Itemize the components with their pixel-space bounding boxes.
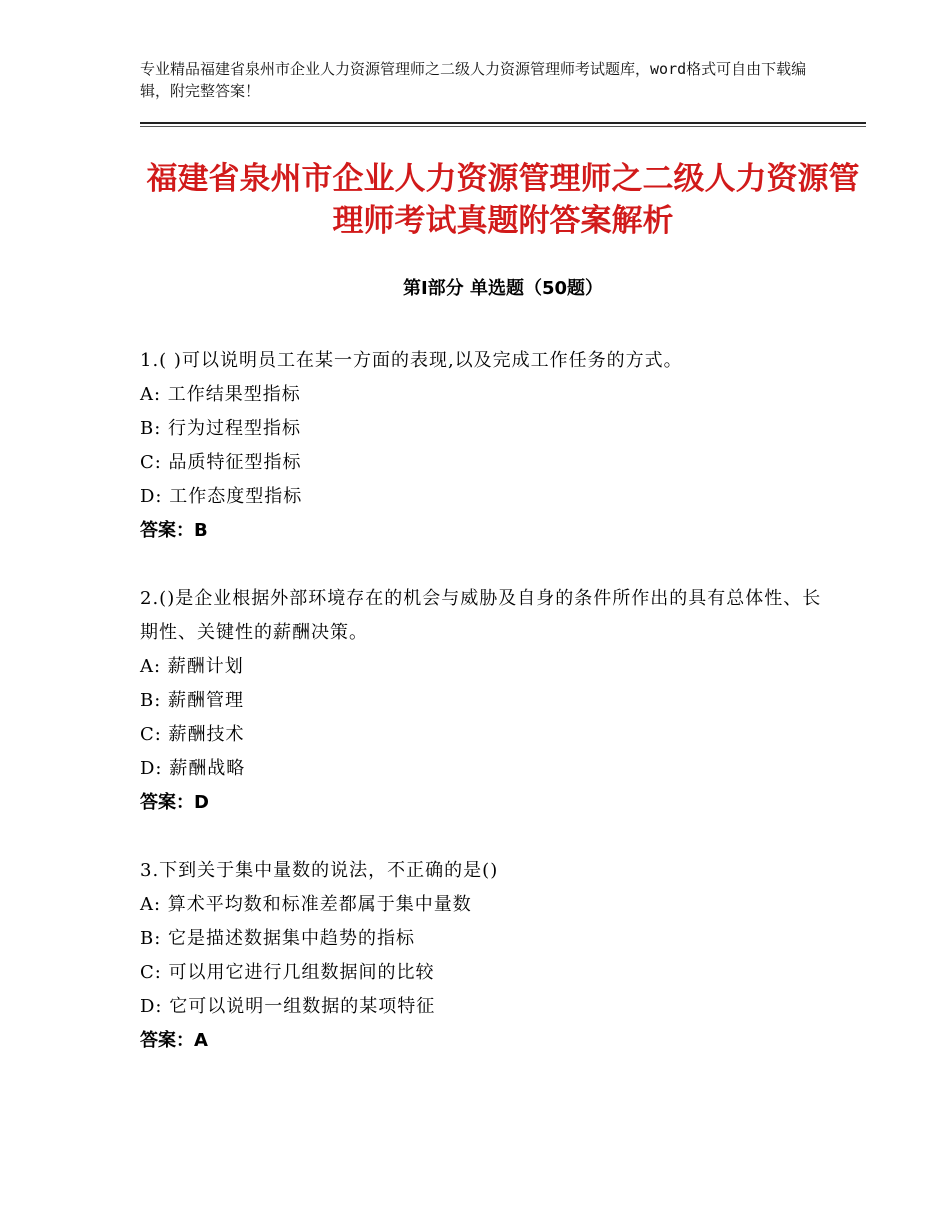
answer-label: 答案：A: [140, 1030, 208, 1051]
option-d: D: 工作态度型指标: [140, 486, 303, 507]
header-rule-thin: [140, 126, 866, 127]
option-b: B: 它是描述数据集中趋势的指标: [140, 928, 416, 949]
header-rule-thick: [140, 122, 866, 124]
question-1: [140, 344, 830, 548]
answer-label: 答案：D: [140, 792, 209, 813]
question-list: [140, 344, 830, 1092]
document-title: 福建省泉州市企业人力资源管理师之二级人力资源管理师考试真题附答案解析: [146, 161, 860, 239]
option-a: A: 算术平均数和标准差都属于集中量数: [140, 894, 472, 915]
question-text: 1.( )可以说明员工在某一方面的表现,以及完成工作任务的方式。: [140, 350, 683, 371]
option-a: A: 工作结果型指标: [140, 384, 301, 405]
question-2: [140, 582, 830, 820]
question-text: 2.()是企业根据外部环境存在的机会与威胁及自身的条件所作出的具有总体性、长期性、关键性的薪酬决策。: [140, 588, 822, 643]
question-text: 3.下到关于集中量数的说法，不正确的是(): [140, 860, 499, 881]
option-d: D: 它可以说明一组数据的某项特征: [140, 996, 436, 1017]
option-d: D: 薪酬战略: [140, 758, 246, 779]
option-b: B: 薪酬管理: [140, 690, 245, 711]
option-a: A: 薪酬计划: [140, 656, 244, 677]
option-c: C: 薪酬技术: [140, 724, 245, 745]
option-c: C: 品质特征型指标: [140, 452, 302, 473]
header-note: 专业精品福建省泉州市企业人力资源管理师之二级人力资源管理师考试题库，word格式可自由下载编辑，附完整答案！: [140, 60, 807, 100]
option-c: C: 可以用它进行几组数据间的比较: [140, 962, 435, 983]
answer-label: 答案：B: [140, 520, 208, 541]
option-b: B: 行为过程型指标: [140, 418, 302, 439]
section-heading: 第Ⅰ部分 单选题（50题）: [402, 278, 603, 299]
question-3: [140, 854, 830, 1058]
